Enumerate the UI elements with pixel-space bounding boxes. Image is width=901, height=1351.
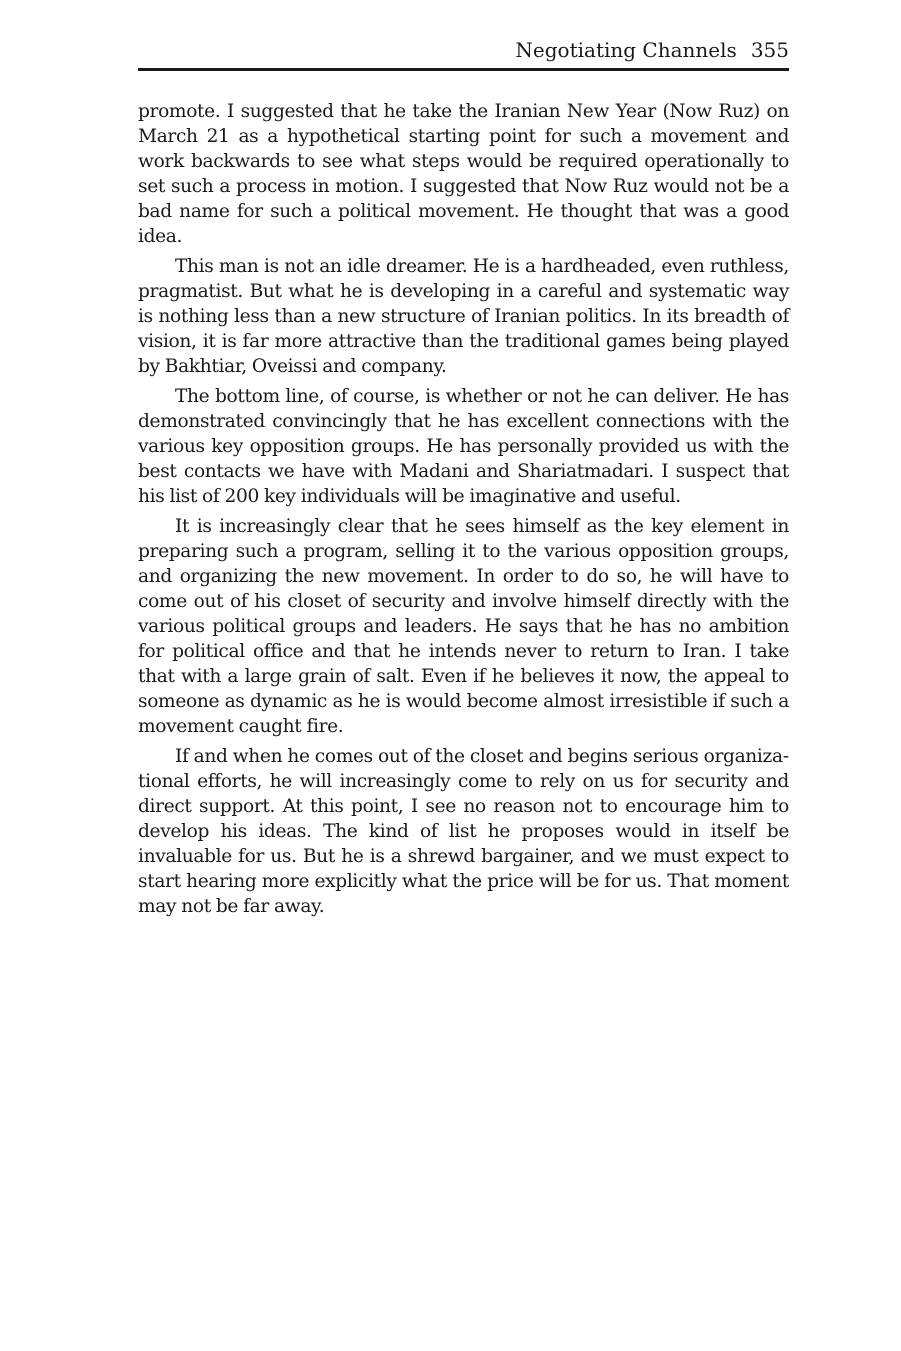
paragraph-continued: promote. I suggested that he take the Iranian New Year (Now Ruz) on March 21 as a hypothetical starting point for such a movement and work backwards to see what steps would be required operationally to set such a process in motion. I suggested that Now Ruz would not be a bad name for such a political movement. He thought that was a good idea.	[138, 101, 789, 247]
paragraph: It is increasingly clear that he sees himself as the key element in preparing such a program, selling it to the various opposition groups, and organizing the new movement. In order to do so, he will have to come out of his closet of security and involve himself directly with the various political groups and leaders. He says that he has no ambition for political office and that he intends never to return to Iran. I take that with a large grain of salt. Even if he believes it now, the appeal to someone as dynamic as he is would become almost irresistible if such a movement caught fire.	[138, 516, 789, 737]
paragraph: This man is not an idle dreamer. He is a hardheaded, even ruthless, pragmatist. But what he is developing in a careful and systematic way is nothing less than a new structure of Iranian politics. In its breadth of vision, it is far more attractive than the traditional games being played by Bakhtiar, Oveissi and company.	[138, 256, 789, 377]
paragraph: The bottom line, of course, is whether or not he can deliver. He has demonstrated convincingly that he has excellent connections with the various key opposition groups. He has personally provided us with the best contacts we have with Madani and Shariatmadari. I suspect that his list of 200 key individuals will be imaginative and useful.	[138, 386, 789, 507]
running-head	[138, 36, 789, 64]
chapter-title: Negotiating Channels	[515, 38, 737, 62]
paragraph: If and when he comes out of the closet and begins serious organizational efforts, he will increasingly come to rely on us for security and direct support. At this point, I see no reason not to encourage him to develop his ideas. The kind of list he proposes would in itself be invaluable for us. But he is a shrewd bargainer, and we must expect to start hearing more explicitly what the price will be for us. That moment may not be far away.	[138, 746, 789, 917]
header-rule	[138, 68, 789, 71]
page-number: 355	[750, 38, 789, 62]
body-text	[138, 99, 789, 924]
